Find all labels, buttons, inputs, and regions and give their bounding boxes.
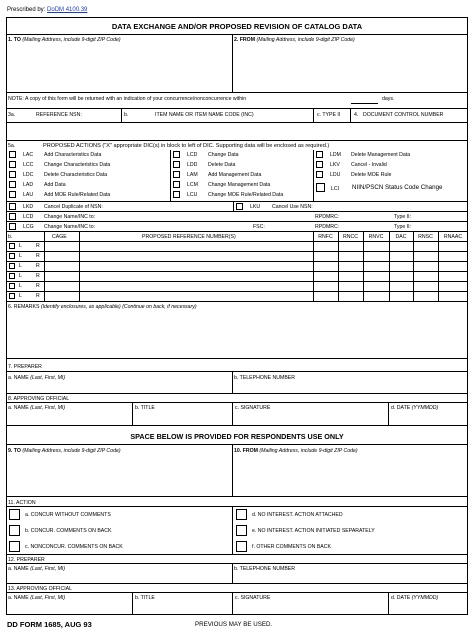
doc-num: 4. (354, 112, 359, 118)
dic-code: LCU (187, 192, 198, 198)
table-row[interactable] (44, 271, 468, 281)
rule (389, 231, 390, 301)
dic-lau-checkbox[interactable] (9, 191, 16, 198)
approving2-date-hint: (YYMMDD) (411, 595, 439, 601)
approving2-label: 13. APPROVING OFFICIAL (8, 586, 72, 592)
rule (313, 150, 314, 201)
ref-row-r: R (36, 283, 40, 289)
dic-lcm-checkbox[interactable] (173, 181, 180, 188)
dic-lac-checkbox[interactable] (9, 151, 16, 158)
lkd-checkbox[interactable] (9, 203, 16, 210)
dic-ldm-checkbox[interactable] (316, 151, 323, 158)
ref-nsn-label: REFERENCE NSN: (36, 112, 82, 118)
preparer2-tel-label: b. TELEPHONE NUMBER (234, 566, 296, 572)
ref-row-r: R (36, 263, 40, 269)
to2-field[interactable] (6, 444, 232, 496)
lku-desc: Cancel Use NSN: (272, 204, 313, 210)
preparer2-label: 12. PREPARER (8, 557, 45, 563)
approving2-name-hint: (Last, First, MI) (30, 595, 66, 601)
from2-hint: (Mailing Address, include 9-digit ZIP Code) (259, 448, 358, 454)
ref-row-l: L (19, 293, 22, 299)
rule (313, 231, 314, 301)
from-field[interactable] (232, 34, 468, 92)
approving-name-hint: (Last, First, MI) (30, 405, 66, 411)
approving2-date-label: d. DATE (391, 595, 411, 601)
lkd-code: LKD (23, 204, 34, 210)
dic-code: LAC (23, 152, 34, 158)
ref-row-l: L (19, 253, 22, 259)
approving-title-field[interactable] (132, 402, 232, 425)
form-number: DD FORM 1685, AUG 93 (7, 620, 92, 629)
lci-checkbox[interactable] (316, 183, 325, 192)
ref-row-checkbox[interactable] (9, 273, 15, 279)
lcg-fsc: FSC: (253, 224, 265, 230)
rule (363, 231, 364, 301)
dic-code: LDC (23, 172, 34, 178)
rule (6, 201, 468, 202)
preparer2-tel-field[interactable] (232, 563, 468, 583)
lcd2-desc: Change Name/INC to: (44, 214, 96, 220)
preparer-label: 7. PREPARER (8, 364, 42, 370)
rule (6, 231, 468, 232)
actions-header: PROPOSED ACTIONS ("X" appropriate DIC(s) in block to left of DIC. Supporting data will be enclosed as required.) (43, 143, 330, 149)
lku-checkbox[interactable] (236, 203, 243, 210)
to-hint: (Mailing Address, include 9-digit ZIP Code) (22, 37, 121, 43)
item-name-label: ITEM NAME OR ITEM NAME CODE (INC) (155, 112, 254, 118)
dic-code: LDU (330, 172, 341, 178)
rule (6, 496, 468, 497)
lcg-code: LCG (23, 224, 34, 230)
refgrid-col-rnfc: RNFC (318, 234, 333, 240)
preparer-name-hint: (Last, First, MI) (30, 375, 66, 381)
refgrid-col-rncc: RNCC (343, 234, 358, 240)
lci-desc: NIIN/PSCN Status Code Change (352, 184, 443, 191)
action-d-label: d. NO INTEREST. ACTION ATTACHED (252, 512, 343, 518)
dic-code: LAD (23, 182, 34, 188)
approving-sig-field[interactable] (232, 402, 388, 425)
action-f-label: f. OTHER COMMENTS ON BACK (252, 544, 331, 550)
rule (121, 108, 122, 122)
preparer-name-label: a. NAME (8, 375, 29, 381)
rule (6, 108, 468, 109)
rule (6, 281, 468, 282)
lcg-checkbox[interactable] (9, 223, 16, 230)
rule (6, 358, 468, 359)
dic-desc: Change MOE Rule/Related Data (208, 192, 284, 198)
lku-code: LKU (250, 204, 261, 210)
ref-row-checkbox[interactable] (9, 293, 15, 299)
dic-ldd-checkbox[interactable] (173, 161, 180, 168)
dic-desc: Delete Characteristics Data (44, 172, 108, 178)
note-text: NOTE: A copy of this form will be returned with an indication of your concurrence/nonconcurrence within (8, 96, 247, 102)
preparer2-name-label: a. NAME (8, 566, 29, 572)
approving-name-field[interactable] (6, 402, 132, 425)
to2-hint: (Mailing Address, include 9-digit ZIP Code) (22, 448, 121, 454)
rule (6, 92, 468, 93)
approving-label: 8. APPROVING OFFICIAL (8, 396, 70, 402)
ref-row-l: L (19, 273, 22, 279)
lcg-desc: Change Name/INC to: (44, 224, 96, 230)
days-field[interactable] (351, 103, 378, 104)
remarks-hint: (Identify enclosures, as applicable) (Continue on back, if necessary) (40, 304, 197, 310)
dic-lam-checkbox[interactable] (173, 171, 180, 178)
rule (6, 271, 468, 272)
ref-row-r: R (36, 253, 40, 259)
dic-lcu-checkbox[interactable] (173, 191, 180, 198)
approving-name-label: a. NAME (8, 405, 29, 411)
dic-desc: Change Management Data (208, 182, 271, 188)
approving2-name-label: a. NAME (8, 595, 29, 601)
pref-header: PROPOSED REFERENCE NUMBER(S) (142, 234, 236, 240)
approving-sig-label: c. SIGNATURE (235, 405, 271, 411)
action-b-label: b. CONCUR. COMMENTS ON BACK (25, 528, 112, 534)
rule (338, 231, 339, 301)
dic-code: LCC (23, 162, 34, 168)
rule (6, 291, 468, 292)
refgrid-col-dac: DAC (395, 234, 407, 240)
rule (6, 211, 468, 212)
action-c-label: c. NONCONCUR. COMMENTS ON BACK (25, 544, 123, 550)
dic-code: LDM (330, 152, 341, 158)
approving2-sig-field[interactable] (232, 592, 388, 615)
lcd2-checkbox[interactable] (9, 213, 16, 220)
action-label: 11. ACTION (8, 500, 36, 506)
dic-code: LCD (187, 152, 198, 158)
rule (350, 108, 351, 122)
rule (6, 583, 468, 584)
prescribed-label: Prescribed by: (7, 7, 46, 13)
rule (6, 393, 468, 394)
doc-control-label: DOCUMENT CONTROL NUMBER (363, 112, 444, 118)
table-row[interactable] (44, 291, 468, 301)
dic-ldc-checkbox[interactable] (9, 171, 16, 178)
note-days: days. (382, 96, 395, 102)
dic-code: LAM (187, 172, 198, 178)
table-row[interactable] (44, 241, 468, 251)
action-a-checkbox[interactable] (9, 509, 20, 520)
dic-desc: Delete Management Data (351, 152, 411, 158)
approving-title-label: b. TITLE (135, 405, 155, 411)
dic-desc: Add Characteristics Data (44, 152, 102, 158)
approving2-date-field[interactable] (388, 592, 468, 615)
rule (413, 231, 414, 301)
lcg-type: Type II: (394, 224, 412, 230)
refgrid-col-rnaac: RNAAC (443, 234, 463, 240)
rule (6, 140, 468, 141)
action-d-checkbox[interactable] (236, 509, 247, 520)
table-row[interactable] (44, 261, 468, 271)
dic-desc: Delete Data (208, 162, 236, 168)
ref-row-r: R (36, 243, 40, 249)
lkd-desc: Cancel Duplicate of NSN: (44, 204, 103, 210)
action-e-checkbox[interactable] (236, 525, 247, 536)
dic-desc: Cancel - Invalid (351, 162, 387, 168)
rule (313, 108, 314, 122)
dic-lcc-checkbox[interactable] (9, 161, 16, 168)
rule (79, 231, 80, 301)
rule (6, 251, 468, 252)
prescribed-link[interactable]: DoDM 4100.39 (47, 7, 88, 13)
preparer-tel-field[interactable] (232, 371, 468, 393)
actions-num: 5a. (8, 143, 16, 149)
item-num: b. (124, 112, 129, 118)
from2-field[interactable] (232, 444, 468, 496)
ref-row-checkbox[interactable] (9, 263, 15, 269)
dic-code: LAU (23, 192, 34, 198)
rule (233, 201, 234, 211)
lcg-rpdmrc: RPDMRC: (315, 224, 340, 230)
dic-desc: Add Data (44, 182, 66, 188)
refgrid-num: b. (8, 234, 13, 240)
action-f-checkbox[interactable] (236, 541, 247, 552)
ref-row-l: L (19, 263, 22, 269)
table-row[interactable] (44, 281, 468, 291)
lci-code: LCI (331, 186, 340, 192)
dic-desc: Add MOE Rule/Related Data (44, 192, 111, 198)
previous-edition: PREVIOUS MAY BE USED. (195, 621, 273, 628)
rule (232, 506, 233, 554)
rule (438, 231, 439, 301)
rule (6, 554, 468, 555)
from-hint: (Mailing Address, include 9-digit ZIP Code) (256, 37, 355, 43)
preparer-tel-label: b. TELEPHONE NUMBER (234, 375, 296, 381)
dic-lad-checkbox[interactable] (9, 181, 16, 188)
ref-nsn-num: 3a. (8, 112, 16, 118)
rule (6, 261, 468, 262)
approving2-sig-label: c. SIGNATURE (235, 595, 271, 601)
rule (6, 506, 468, 507)
remarks-label: 6. REMARKS (8, 304, 40, 310)
dic-desc: Change Characteristics Data (44, 162, 111, 168)
action-a-label: a. CONCUR WITHOUT COMMENTS (25, 512, 111, 518)
table-row[interactable] (44, 251, 468, 261)
cage-header: CAGE (52, 234, 67, 240)
approving2-title-field[interactable] (132, 592, 232, 615)
dic-ldu-checkbox[interactable] (316, 171, 323, 178)
form-title: DATA EXCHANGE AND/OR PROPOSED REVISION OF CATALOG DATA (111, 22, 363, 31)
approving-date-hint: (YYMMDD) (411, 405, 439, 411)
dic-lkv-checkbox[interactable] (316, 161, 323, 168)
approving2-title-label: b. TITLE (135, 595, 155, 601)
rule (6, 221, 468, 222)
dic-desc: Change Data (208, 152, 239, 158)
rule (6, 425, 468, 426)
respondents-header: SPACE BELOW IS PROVIDED FOR RESPONDENTS USE ONLY (130, 432, 344, 441)
to2-label: 9. TO (8, 448, 21, 454)
remarks-field[interactable] (6, 301, 468, 358)
lcd2-rpdmrc: RPDMRC: (315, 214, 340, 220)
dic-code: LCM (187, 182, 198, 188)
lcd2-type: Type II: (394, 214, 412, 220)
preparer2-name-hint: (Last, First, MI) (30, 566, 66, 572)
from2-label: 10. FROM (234, 448, 258, 454)
approving2-name-field[interactable] (6, 592, 132, 615)
approving-date-field[interactable] (388, 402, 468, 425)
ref-row-checkbox[interactable] (9, 243, 15, 249)
ref-row-l: L (19, 243, 22, 249)
dic-code: LDD (187, 162, 198, 168)
refgrid-col-rnsc: RNSC (418, 234, 433, 240)
rule (44, 231, 45, 301)
ref-row-l: L (19, 283, 22, 289)
approving-date-label: d. DATE (391, 405, 411, 411)
rule (6, 122, 468, 123)
to-field[interactable] (6, 34, 232, 92)
dic-lcd-checkbox[interactable] (173, 151, 180, 158)
preparer2-name-field[interactable] (6, 563, 232, 583)
preparer-name-field[interactable] (6, 371, 232, 393)
action-c-checkbox[interactable] (9, 541, 20, 552)
ref-row-r: R (36, 293, 40, 299)
from-label: 2. FROM (234, 37, 256, 43)
prescribed-line (7, 7, 87, 13)
dic-desc: Add Management Data (208, 172, 262, 178)
dic-desc: Delete MOE Rule (351, 172, 392, 178)
action-e-label: e. NO INTEREST. ACTION INITIATED SEPARATELY (252, 528, 375, 534)
ref-row-r: R (36, 273, 40, 279)
type-ii-label: c. TYPE II (317, 112, 341, 118)
ref-row-checkbox[interactable] (9, 253, 15, 259)
refgrid-col-rnvc: RNVC (368, 234, 384, 240)
ref-row-checkbox[interactable] (9, 283, 15, 289)
to-label: 1. TO (8, 37, 21, 43)
dic-code: LKV (330, 162, 340, 168)
action-b-checkbox[interactable] (9, 525, 20, 536)
lcd2-code: LCD (23, 214, 34, 220)
rule (170, 150, 171, 201)
